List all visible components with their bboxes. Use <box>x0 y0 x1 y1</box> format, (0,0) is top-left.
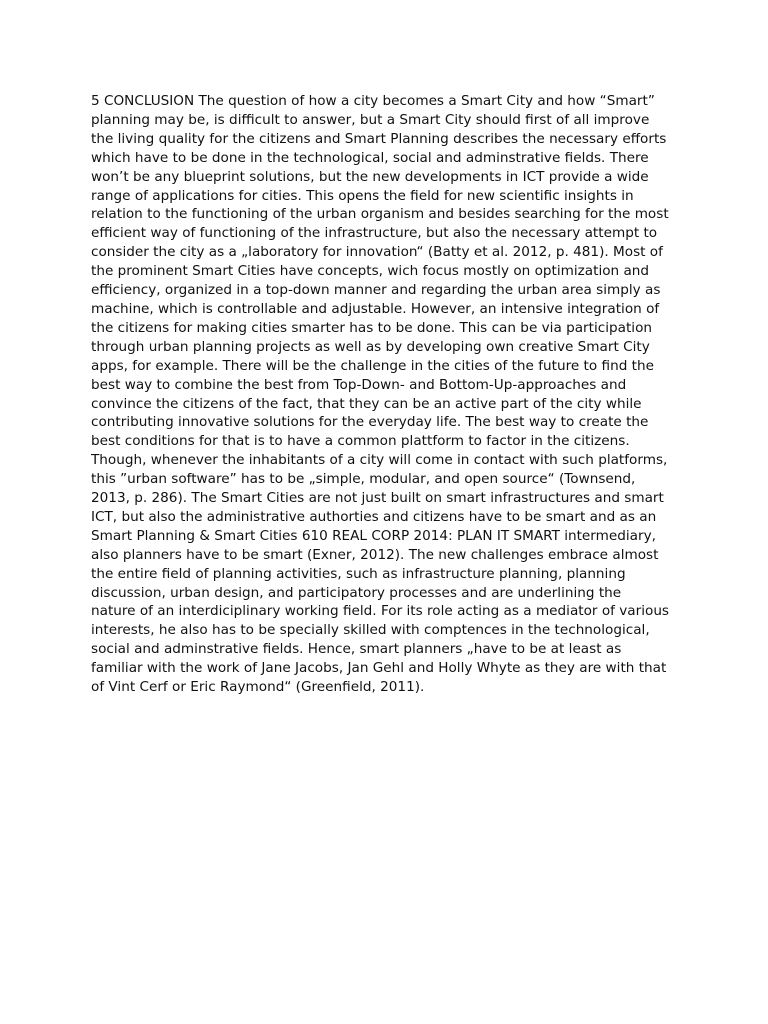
text-line: this ”urban software” has to be „simple, modular, and open source“ (Townsend, <box>91 471 636 488</box>
text-line: efficiency, organized in a top-down manner and regarding the urban area simply as <box>91 282 661 299</box>
text-line: 2013, p. 286). The Smart Cities are not just built on smart infrastructures and smart <box>91 490 664 507</box>
text-line: apps, for example. There will be the challenge in the cities of the future to find the <box>91 357 654 374</box>
text-line: efficient way of functioning of the infrastructure, but also the necessary attempt to <box>91 225 658 242</box>
text-line: Though, whenever the inhabitants of a city will come in contact with such platforms, <box>91 452 668 469</box>
text-line: the living quality for the citizens and Smart Planning describes the necessary efforts <box>91 130 667 147</box>
text-line: relation to the functioning of the urban organism and besides searching for the most <box>91 206 669 223</box>
text-line: interests, he also has to be specially skilled with comptences in the technological, <box>91 622 650 639</box>
text-line: planning may be, is difficult to answer, but a Smart City should first of all improve <box>91 111 650 128</box>
text-line: Smart Planning & Smart Cities 610 REAL CORP 2014: PLAN IT SMART intermediary, <box>91 527 656 544</box>
text-line: contributing innovative solutions for the everyday life. The best way to create the <box>91 414 649 431</box>
text-line: social and adminstrative fields. Hence, smart planners „have to be at least as <box>91 641 622 658</box>
text-line: familiar with the work of Jane Jacobs, Jan Gehl and Holly Whyte as they are with that <box>91 660 667 677</box>
text-line: machine, which is controllable and adjustable. However, an intensive integration of <box>91 300 660 317</box>
text-line: best conditions for that is to have a common plattform to factor in the citizens. <box>91 433 630 450</box>
text-line: 5 CONCLUSION The question of how a city becomes a Smart City and how “Smart” <box>91 93 655 109</box>
text-line: nature of an interdiciplinary working field. For its role acting as a mediator of various <box>91 603 670 620</box>
text-line: the prominent Smart Cities have concepts, wich focus mostly on optimization and <box>91 263 650 280</box>
text-line: won’t be any blueprint solutions, but the new developments in ICT provide a wide <box>91 168 649 185</box>
text-line: the citizens for making cities smarter has to be done. This can be via participation <box>91 319 653 336</box>
text-line: consider the city as a „laboratory for innovation“ (Batty et al. 2012, p. 481). Most of <box>91 244 663 261</box>
text-line: the entire field of planning activities, such as infrastructure planning, planning <box>91 565 626 582</box>
text-line: best way to combine the best from Top-Down- and Bottom-Up-approaches and <box>91 376 627 393</box>
text-line: through urban planning projects as well as by developing own creative Smart City <box>91 338 650 355</box>
conclusion-paragraph <box>91 92 691 697</box>
text-line: of Vint Cerf or Eric Raymond“ (Greenfield, 2011). <box>91 679 425 696</box>
text-line: ICT, but also the administrative authorties and citizens have to be smart and as an <box>91 508 657 525</box>
text-line: convince the citizens of the fact, that they can be an active part of the city while <box>91 395 642 412</box>
text-line: range of applications for cities. This opens the field for new scientific insights in <box>91 187 634 204</box>
text-line: discussion, urban design, and participatory processes and are underlining the <box>91 584 622 601</box>
text-line: which have to be done in the technological, social and adminstrative fields. There <box>91 149 649 166</box>
text-line: also planners have to be smart (Exner, 2012). The new challenges embrace almost <box>91 546 659 563</box>
